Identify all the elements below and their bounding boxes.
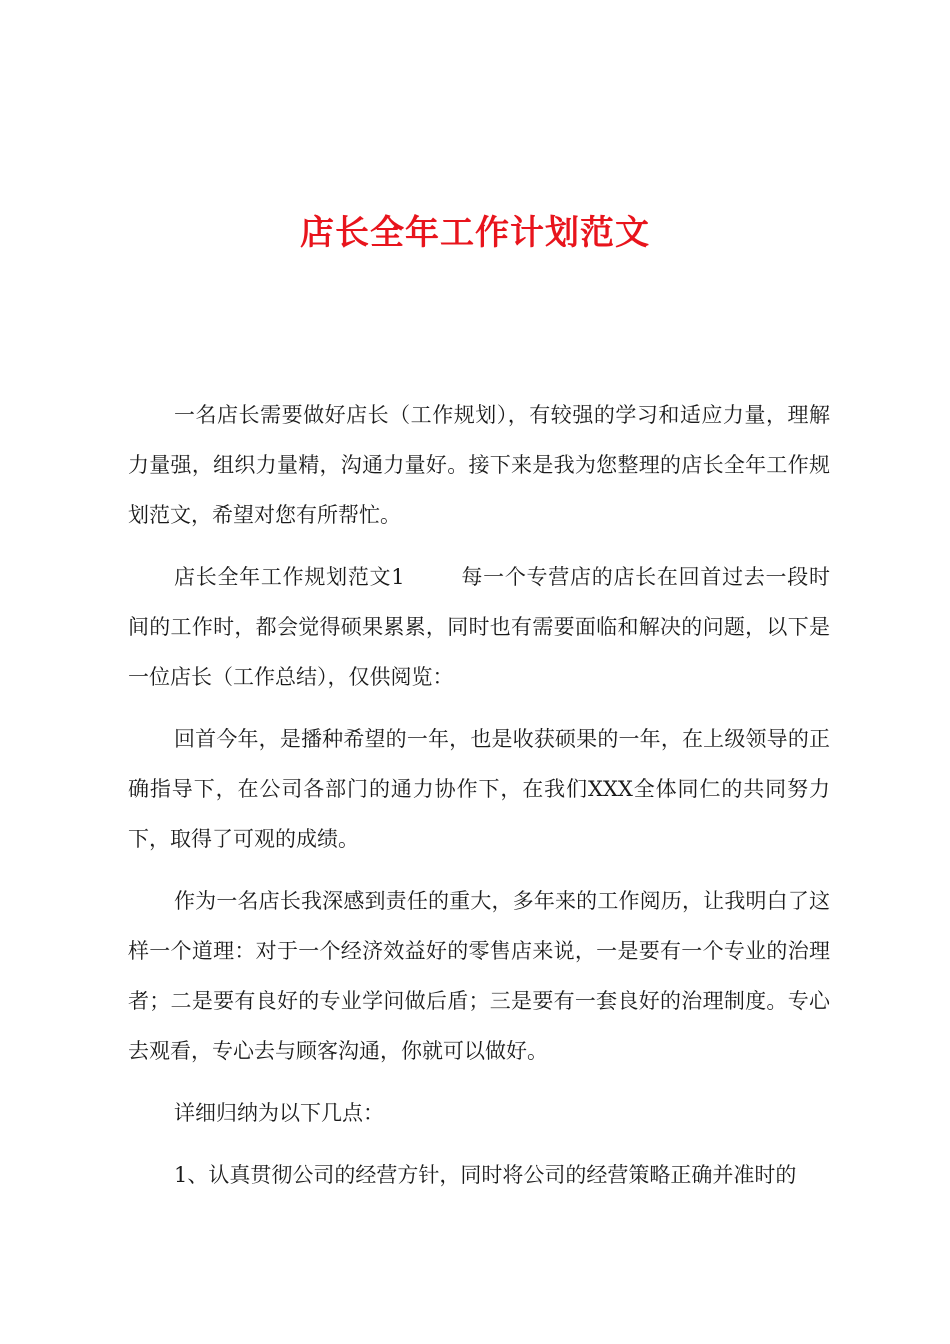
responsibility-paragraph: 作为一名店长我深感到责任的重大，多年来的工作阅历，让我明白了这样一个道理：对于一个经济效益好的零售店来说，一是要有一个专业的治理者；二是要有良好的专业学问做后盾；三是要有一套良好的治理制度。专心去观看，专心去与顾客沟通，你就可以做好。 <box>128 889 830 1063</box>
review-paragraph: 回首今年，是播种希望的一年，也是收获硕果的一年，在上级领导的正确指导下，在公司各部门的通力协作下，在我们XXX全体同仁的共同努力下，取得了可观的成绩。 <box>128 727 830 851</box>
document-body <box>128 390 830 1212</box>
page-title: 店长全年工作计划范文 <box>300 213 650 253</box>
sample-heading: 店长全年工作规划范文1 <box>174 565 405 589</box>
sample-text: 每一个专营店的店长在回首过去一段时间的工作时，都会觉得硕果累累，同时也有需要面临和解决的问题，以下是一位店长（工作总结），仅供阅览： <box>128 565 830 689</box>
intro-paragraph: 一名店长需要做好店长（工作规划），有较强的学习和适应力量，理解力量强，组织力量精，沟通力量好。接下来是我为您整理的店长全年工作规划范文，希望对您有所帮忙。 <box>128 403 830 527</box>
point-one-paragraph: 1、认真贯彻公司的经营方针，同时将公司的经营策略正确并准时的 <box>174 1163 797 1187</box>
summary-intro-paragraph: 详细归纳为以下几点： <box>174 1101 384 1125</box>
sample-paragraph <box>128 552 830 702</box>
